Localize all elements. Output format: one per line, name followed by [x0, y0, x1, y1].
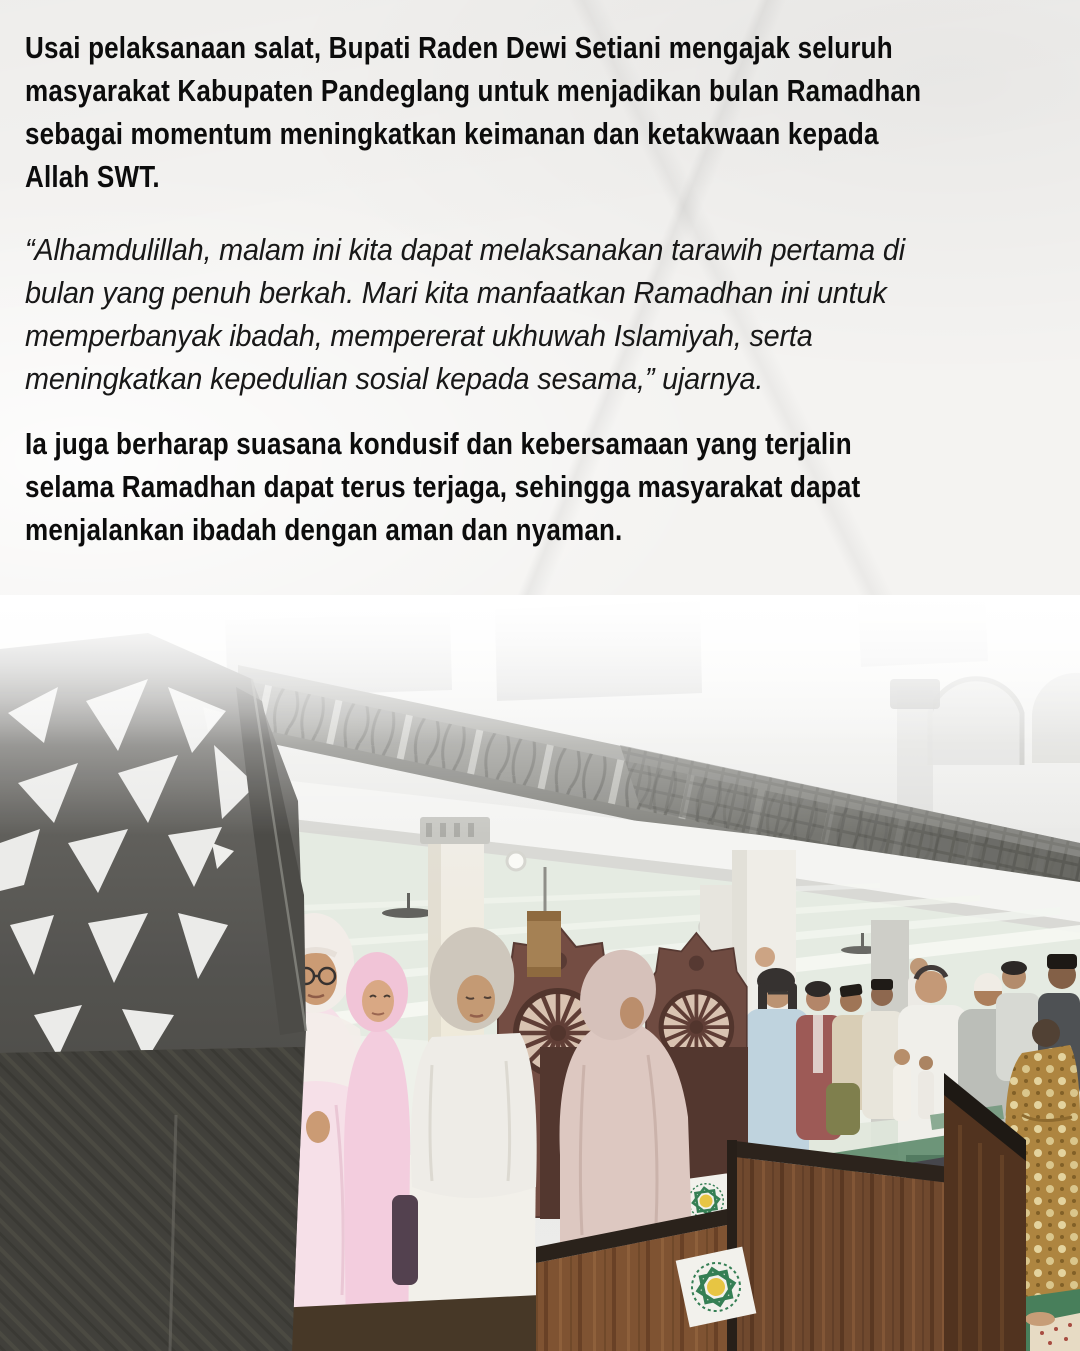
text-line: Usai pelaksanaan salat, Bupati Raden Dewi Setiani mengajak seluruh: [25, 30, 893, 65]
tarawih-photo: [0, 595, 1080, 1351]
text-line: memperbanyak ibadah, mempererat ukhuwah Islamiyah, serta: [25, 318, 813, 353]
paragraph-quote: [25, 228, 1055, 400]
text-line: “Alhamdulillah, malam ini kita dapat melaksanakan tarawih pertama di: [25, 232, 905, 267]
text-line: meningkatkan kepedulian sosial kepada sesama,” ujarnya.: [25, 361, 764, 396]
article-text-block: [25, 26, 1055, 581]
text-line: menjalankan ibadah dengan aman dan nyaman.: [25, 512, 623, 547]
paragraph-lead: [25, 26, 1055, 198]
text-line: Allah SWT.: [25, 159, 160, 194]
text-line: sebagai momentum meningkatkan keimanan dan ketakwaan kepada: [25, 116, 879, 151]
text-line: bulan yang penuh berkah. Mari kita manfaatkan Ramadhan ini untuk: [25, 275, 887, 310]
paragraph-closing: [25, 422, 1055, 551]
text-line: selama Ramadhan dapat terus terjaga, sehingga masyarakat dapat: [25, 469, 861, 504]
text-line: Ia juga berharap suasana kondusif dan kebersamaan yang terjalin: [25, 426, 852, 461]
text-line: masyarakat Kabupaten Pandeglang untuk menjadikan bulan Ramadhan: [25, 73, 922, 108]
